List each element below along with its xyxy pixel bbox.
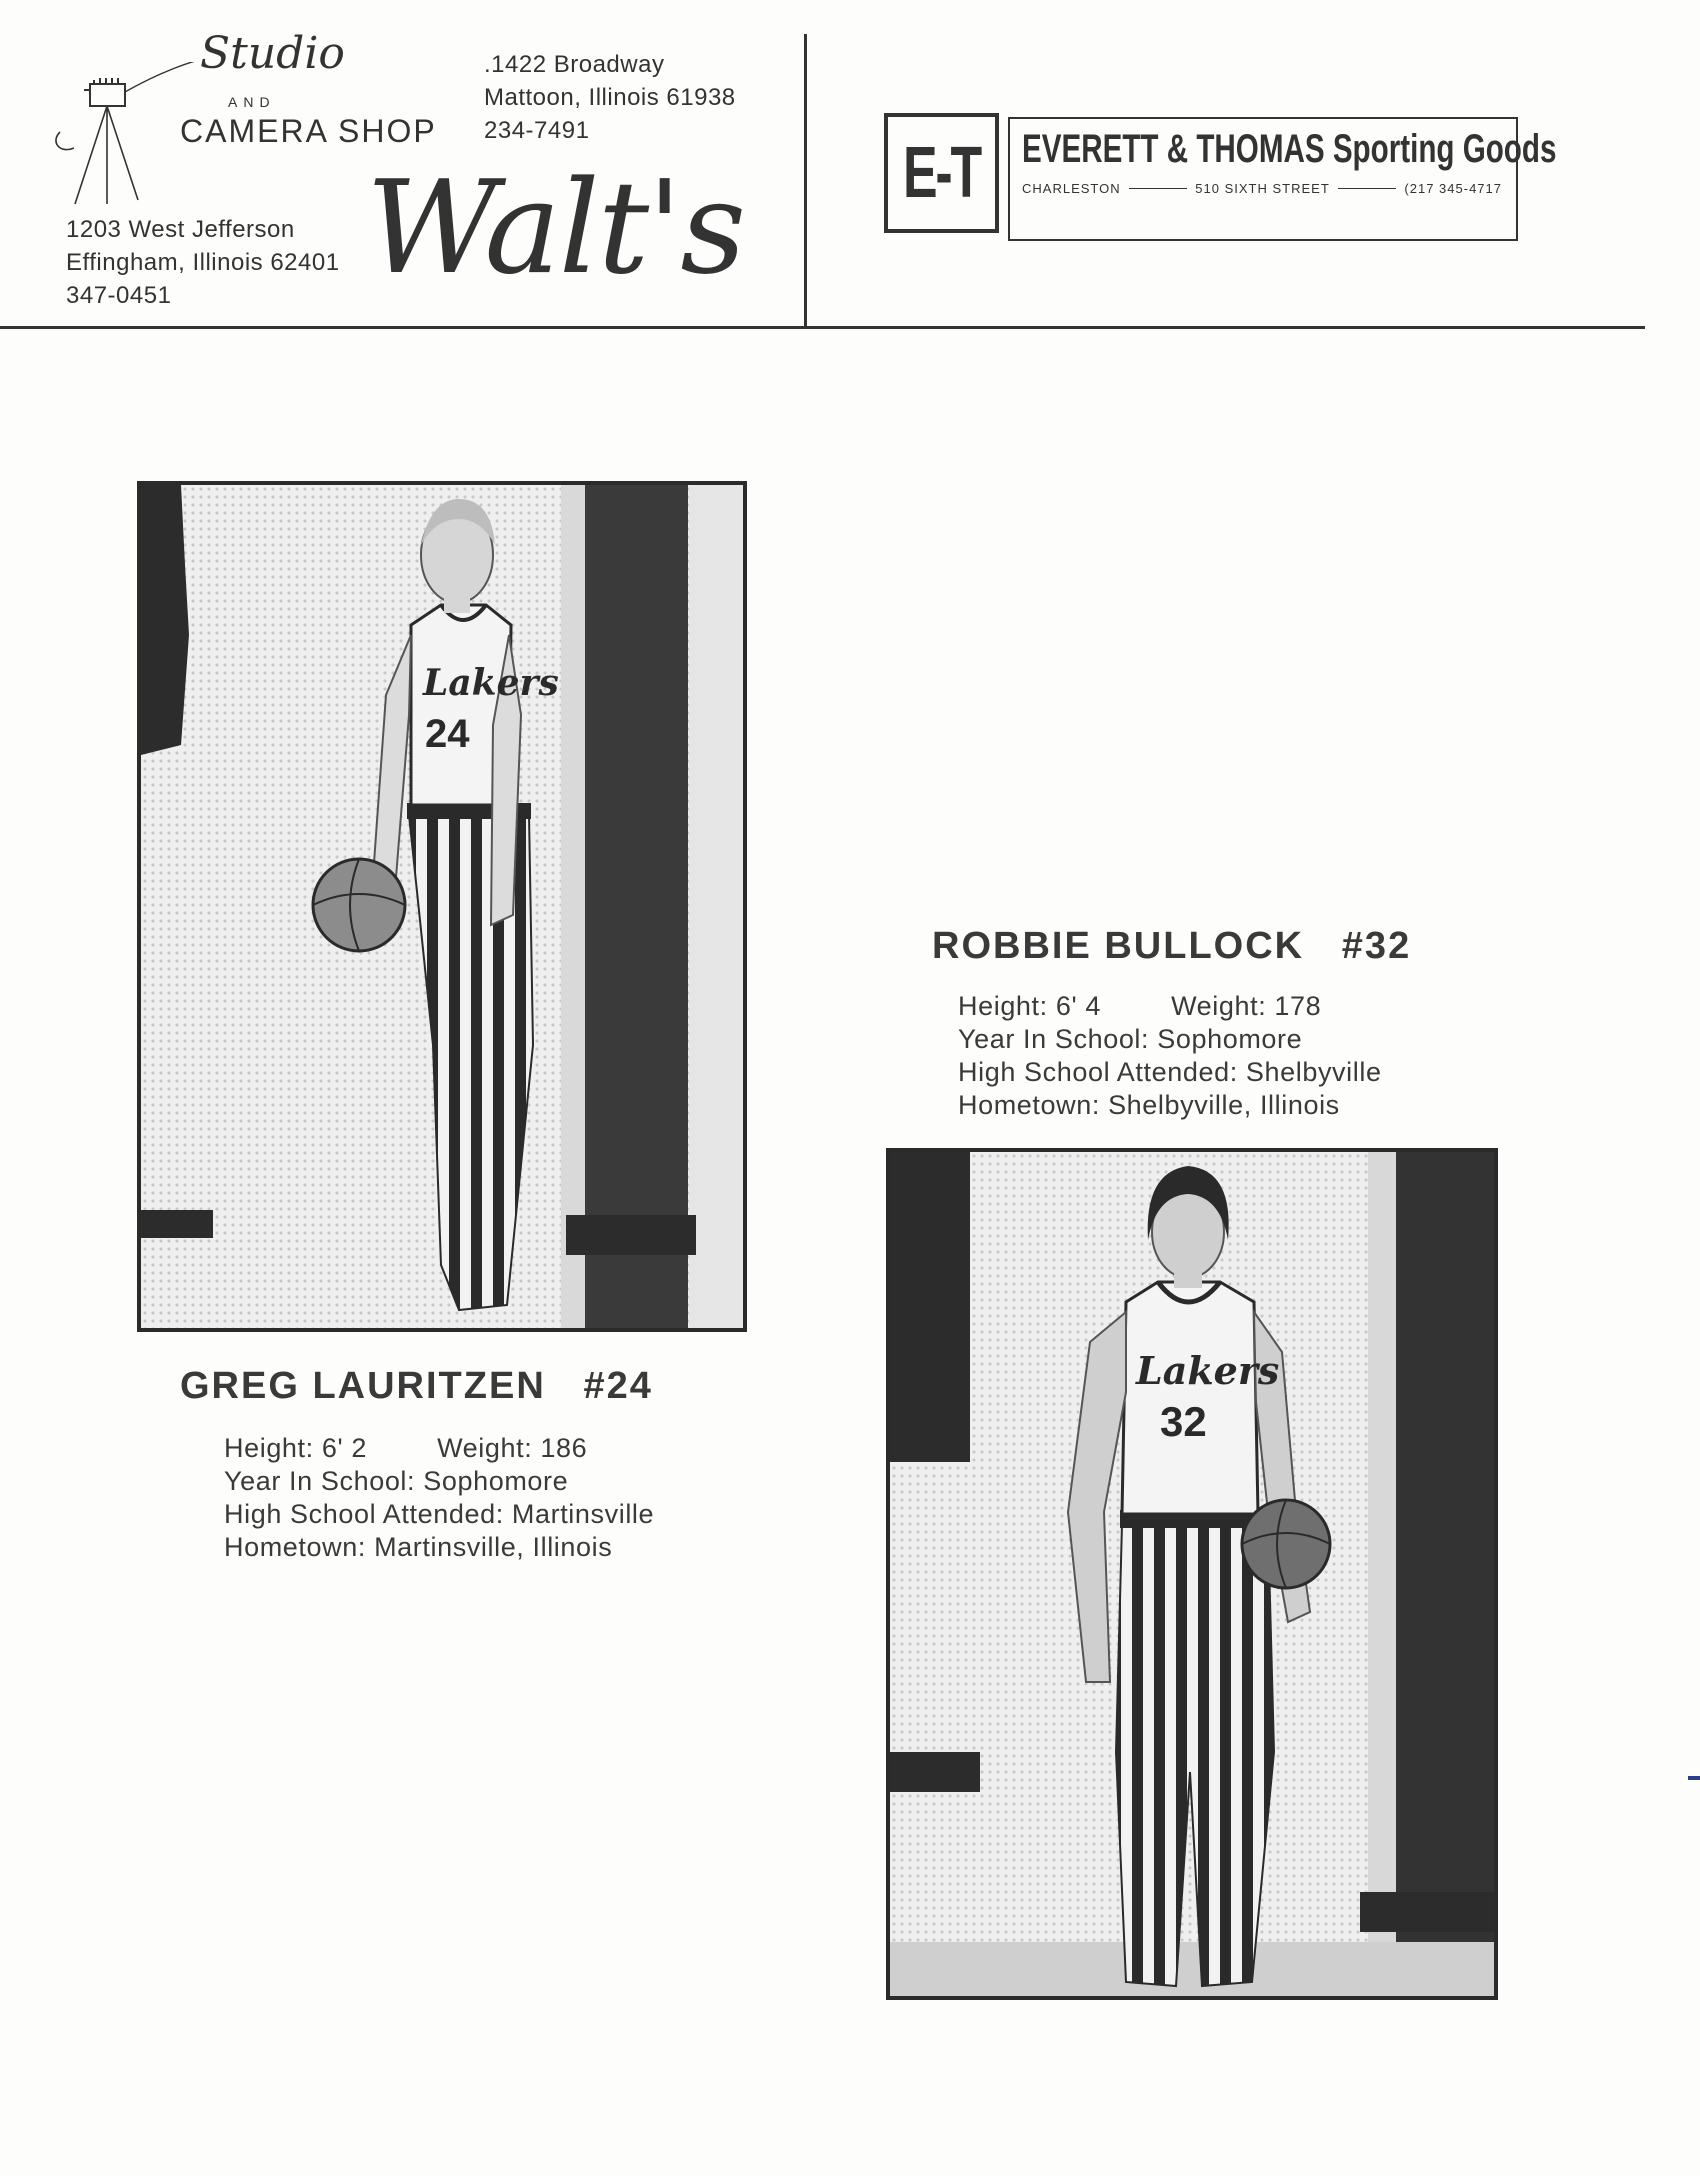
photo-greg-illustration [141, 485, 743, 1328]
year-row [958, 1023, 1382, 1056]
weight-value: 186 [540, 1433, 588, 1463]
robbie-jersey-number: 32 [1160, 1398, 1207, 1445]
et-phone: (217 345-4717 [1404, 181, 1502, 196]
walts-ad [0, 0, 800, 326]
player-name-robbie [932, 925, 1411, 968]
hometown-label: Hometown: [958, 1090, 1100, 1120]
player-photo-greg [137, 481, 747, 1332]
year-value: Sophomore [423, 1466, 569, 1496]
camera-tripod-icon [50, 62, 200, 212]
player-stats-robbie [958, 990, 1382, 1122]
header-divider [804, 34, 807, 328]
effingham-phone: 347-0451 [66, 282, 172, 309]
height-label: Height: [224, 1433, 314, 1463]
school-row [224, 1498, 654, 1531]
player-name-greg [180, 1365, 653, 1408]
mattoon-address [484, 48, 736, 147]
hometown-label: Hometown: [224, 1532, 366, 1562]
year-row [224, 1465, 654, 1498]
et-logo-box [884, 113, 999, 233]
player-number: #24 [583, 1365, 653, 1407]
effingham-address [66, 213, 340, 312]
mattoon-street: .1422 Broadway [484, 51, 665, 78]
et-dash [1129, 188, 1188, 189]
weight-label: Weight: [437, 1433, 533, 1463]
walts-logo: Walt's [366, 154, 744, 303]
player-number: #32 [1341, 925, 1412, 967]
effingham-street: 1203 West Jefferson [66, 216, 295, 243]
hometown-value: Shelbyville, Illinois [1108, 1090, 1340, 1120]
height-weight-row [224, 1432, 654, 1465]
effingham-city: Effingham, Illinois 62401 [66, 249, 340, 276]
mattoon-city: Mattoon, Illinois 61938 [484, 84, 736, 111]
camera-shop-word: CAMERA SHOP [180, 113, 437, 149]
school-row [958, 1056, 1382, 1089]
player-name: ROBBIE BULLOCK [932, 925, 1305, 967]
hometown-row [224, 1531, 654, 1564]
et-dash [1338, 188, 1397, 189]
player-stats-greg [224, 1432, 654, 1564]
height-value: 6' 2 [321, 1433, 367, 1463]
robbie-jersey-text: Lakers [1136, 1348, 1280, 1393]
height-value: 6' 4 [1055, 991, 1101, 1021]
et-name-box [1008, 117, 1557, 241]
school-value: Shelbyville [1245, 1057, 1382, 1087]
hometown-row [958, 1089, 1382, 1122]
player-name: GREG LAURITZEN [180, 1365, 546, 1407]
year-label: Year In School: [958, 1024, 1150, 1054]
et-store-name: EVERETT & THOMAS Sporting Goods [1022, 127, 1557, 171]
greg-jersey-text: Lakers [423, 662, 559, 704]
weight-label: Weight: [1171, 991, 1267, 1021]
greg-jersey-number: 24 [425, 712, 470, 756]
mattoon-phone: 234-7491 [484, 117, 590, 144]
et-town: CHARLESTON [1022, 181, 1121, 196]
and-word: AND [228, 94, 276, 110]
height-label: Height: [958, 991, 1048, 1021]
photo-robbie-illustration [890, 1152, 1494, 1996]
header-rule [0, 326, 1645, 329]
weight-value: 178 [1274, 991, 1322, 1021]
school-label: High School Attended: [224, 1499, 504, 1529]
year-value: Sophomore [1157, 1024, 1303, 1054]
et-street: 510 SIXTH STREET [1195, 181, 1330, 196]
player-photo-robbie [886, 1148, 1498, 2000]
school-label: High School Attended: [958, 1057, 1238, 1087]
year-label: Year In School: [224, 1466, 416, 1496]
studio-word: Studio [200, 28, 345, 79]
scan-edge-mark [1688, 1776, 1700, 1780]
hometown-value: Martinsville, Illinois [374, 1532, 613, 1562]
school-value: Martinsville [511, 1499, 655, 1529]
et-logo: E-T [902, 133, 981, 213]
height-weight-row [958, 990, 1382, 1023]
et-store-info [1022, 181, 1502, 196]
